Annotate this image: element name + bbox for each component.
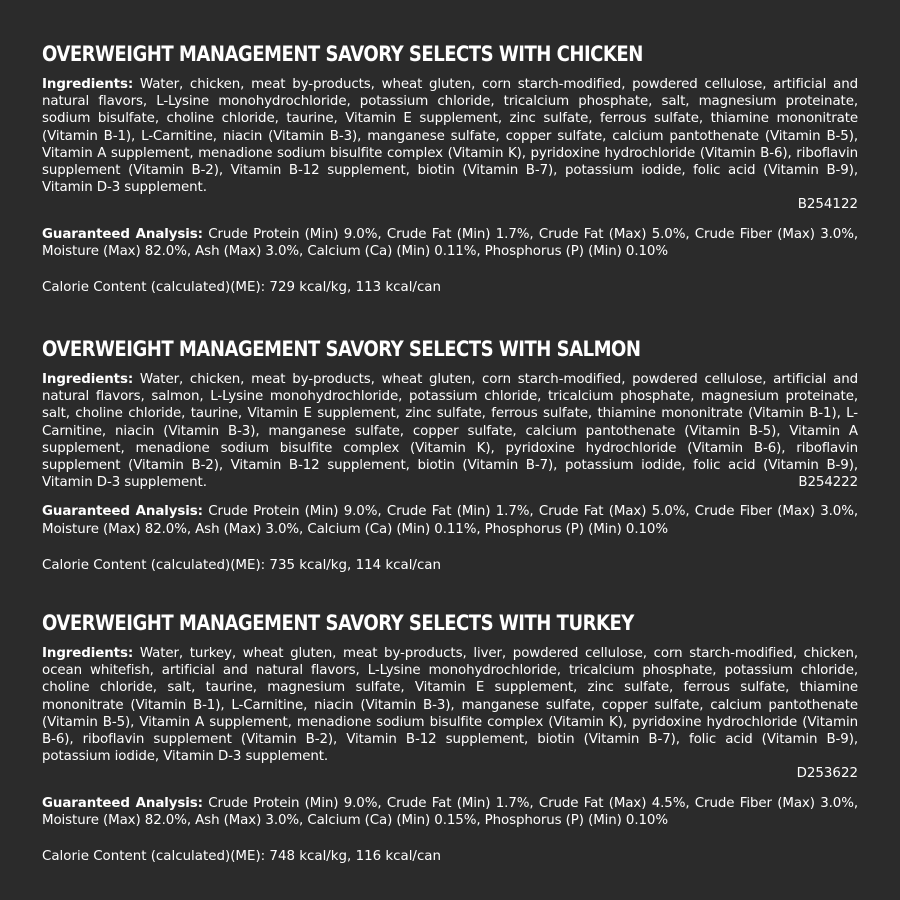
product-code: B254122: [797, 197, 858, 213]
product-title: OVERWEIGHT MANAGEMENT SAVORY SELECTS WITH CHICKEN: [42, 42, 643, 66]
ingredients-paragraph: [42, 76, 858, 196]
product-code: B254222: [798, 475, 858, 491]
ingredients-text: Water, chicken, meat by-products, wheat gluten, corn starch-modified, powdered cellulose, artificial and natural flavors, L-Lysine monohydrochloride, potassium chloride, tricalcium phosphate, salt, magnesium proteinate, sodium bisulfate, choline chloride, taurine, Vitamin E supplement, zinc sulfate, ferrous sulfate, thiamine mononitrate (Vitamin B-1), L-Carnitine, niacin (Vitamin B-3), manganese sulfate, copper sulfate, calcium pantothenate (Vitamin B-5), Vitamin A supplement, menadione sodium bisulfite complex (Vitamin K), pyridoxine hydrochloride (Vitamin B-6), riboflavin supplement (Vitamin B-2), Vitamin B-12 supplement, biotin (Vitamin B-7), potassium iodide, folic acid (Vitamin B-9), Vitamin D-3 supplement.: [42, 77, 858, 196]
analysis-paragraph: [42, 795, 858, 829]
analysis-paragraph: [42, 226, 858, 260]
product-code: D253622: [796, 766, 858, 782]
ingredients-text: Water, chicken, meat by-products, wheat gluten, corn starch-modified, powdered cellulose, artificial and natural flavors, salmon, L-Lysine monohydrochloride, potassium chloride, tricalcium phosphate, magnesium proteinate, salt, choline chloride, taurine, Vitamin E supplement, zinc sulfate, ferrous sulfate, thiamine mononitrate (Vitamin B-1), L-Carnitine, niacin (Vitamin B-3), manganese sulfate, copper sulfate, calcium pantothenate (Vitamin B-5), Vitamin A supplement, menadione sodium bisulfite complex (Vitamin K), pyridoxine hydrochloride (Vitamin B-6), riboflavin supplement (Vitamin B-2), Vitamin B-12 supplement, biotin (Vitamin B-7), potassium iodide, folic acid (Vitamin B-9), Vitamin D-3 supplement.: [42, 372, 858, 491]
analysis-label: Guaranteed Analysis:: [42, 226, 203, 242]
product-section-chicken: [42, 38, 858, 296]
product-title: OVERWEIGHT MANAGEMENT SAVORY SELECTS WITH TURKEY: [42, 611, 634, 635]
ingredients-paragraph: [42, 645, 858, 765]
product-section-turkey: [42, 607, 858, 865]
ingredients-label: Ingredients:: [42, 372, 134, 387]
ingredients-text: Water, turkey, wheat gluten, meat by-products, liver, powdered cellulose, corn starch-modified, chicken, ocean whitefish, artificial and natural flavors, L-Lysine monohydrochloride, tricalcium phosphate, potassium chloride, choline chloride, salt, taurine, magnesium sulfate, Vitamin E supplement, zinc sulfate, ferrous sulfate, thiamine mononitrate (Vitamin B-1), L-Carnitine, niacin (Vitamin B-3), manganese sulfate, copper sulfate, calcium pantothenate (Vitamin B-5), Vitamin A supplement, menadione sodium bisulfite complex (Vitamin K), pyridoxine hydrochloride (Vitamin B-6), riboflavin supplement (Vitamin B-2), Vitamin B-12 supplement, biotin (Vitamin B-7), folic acid (Vitamin B-9), potassium iodide, Vitamin D-3 supplement.: [42, 646, 858, 765]
analysis-text: Crude Protein (Min) 9.0%, Crude Fat (Min) 1.7%, Crude Fat (Max) 4.5%, Crude Fiber (Max) 3.0%, Moisture (Max) 82.0%, Ash (Max) 3.0%, Calcium (Ca) (Min) 0.15%, Phosphorus (P) (Min) 0.10%: [42, 795, 858, 828]
ingredients-paragraph: [42, 371, 858, 491]
calorie-content: Calorie Content (calculated)(ME): 748 kcal/kg, 116 kcal/can: [42, 849, 441, 865]
analysis-paragraph: [42, 503, 858, 537]
analysis-label: Guaranteed Analysis:: [42, 504, 203, 520]
calorie-content: Calorie Content (calculated)(ME): 729 kcal/kg, 113 kcal/can: [42, 280, 441, 296]
ingredients-label: Ingredients:: [42, 77, 134, 92]
analysis-label: Guaranteed Analysis:: [42, 795, 203, 811]
analysis-text: Crude Protein (Min) 9.0%, Crude Fat (Min) 1.7%, Crude Fat (Max) 5.0%, Crude Fiber (Max) 3.0%, Moisture (Max) 82.0%, Ash (Max) 3.0%, Calcium (Ca) (Min) 0.11%, Phosphorus (P) (Min) 0.10%: [42, 226, 858, 259]
ingredients-label: Ingredients:: [42, 646, 134, 661]
product-section-salmon: [42, 333, 858, 574]
calorie-content: Calorie Content (calculated)(ME): 735 kcal/kg, 114 kcal/can: [42, 557, 441, 573]
product-title: OVERWEIGHT MANAGEMENT SAVORY SELECTS WITH SALMON: [42, 337, 641, 361]
analysis-text: Crude Protein (Min) 9.0%, Crude Fat (Min) 1.7%, Crude Fat (Max) 5.0%, Crude Fiber (Max) 3.0%, Moisture (Max) 82.0%, Ash (Max) 3.0%, Calcium (Ca) (Min) 0.11%, Phosphorus (P) (Min) 0.10%: [42, 504, 858, 537]
